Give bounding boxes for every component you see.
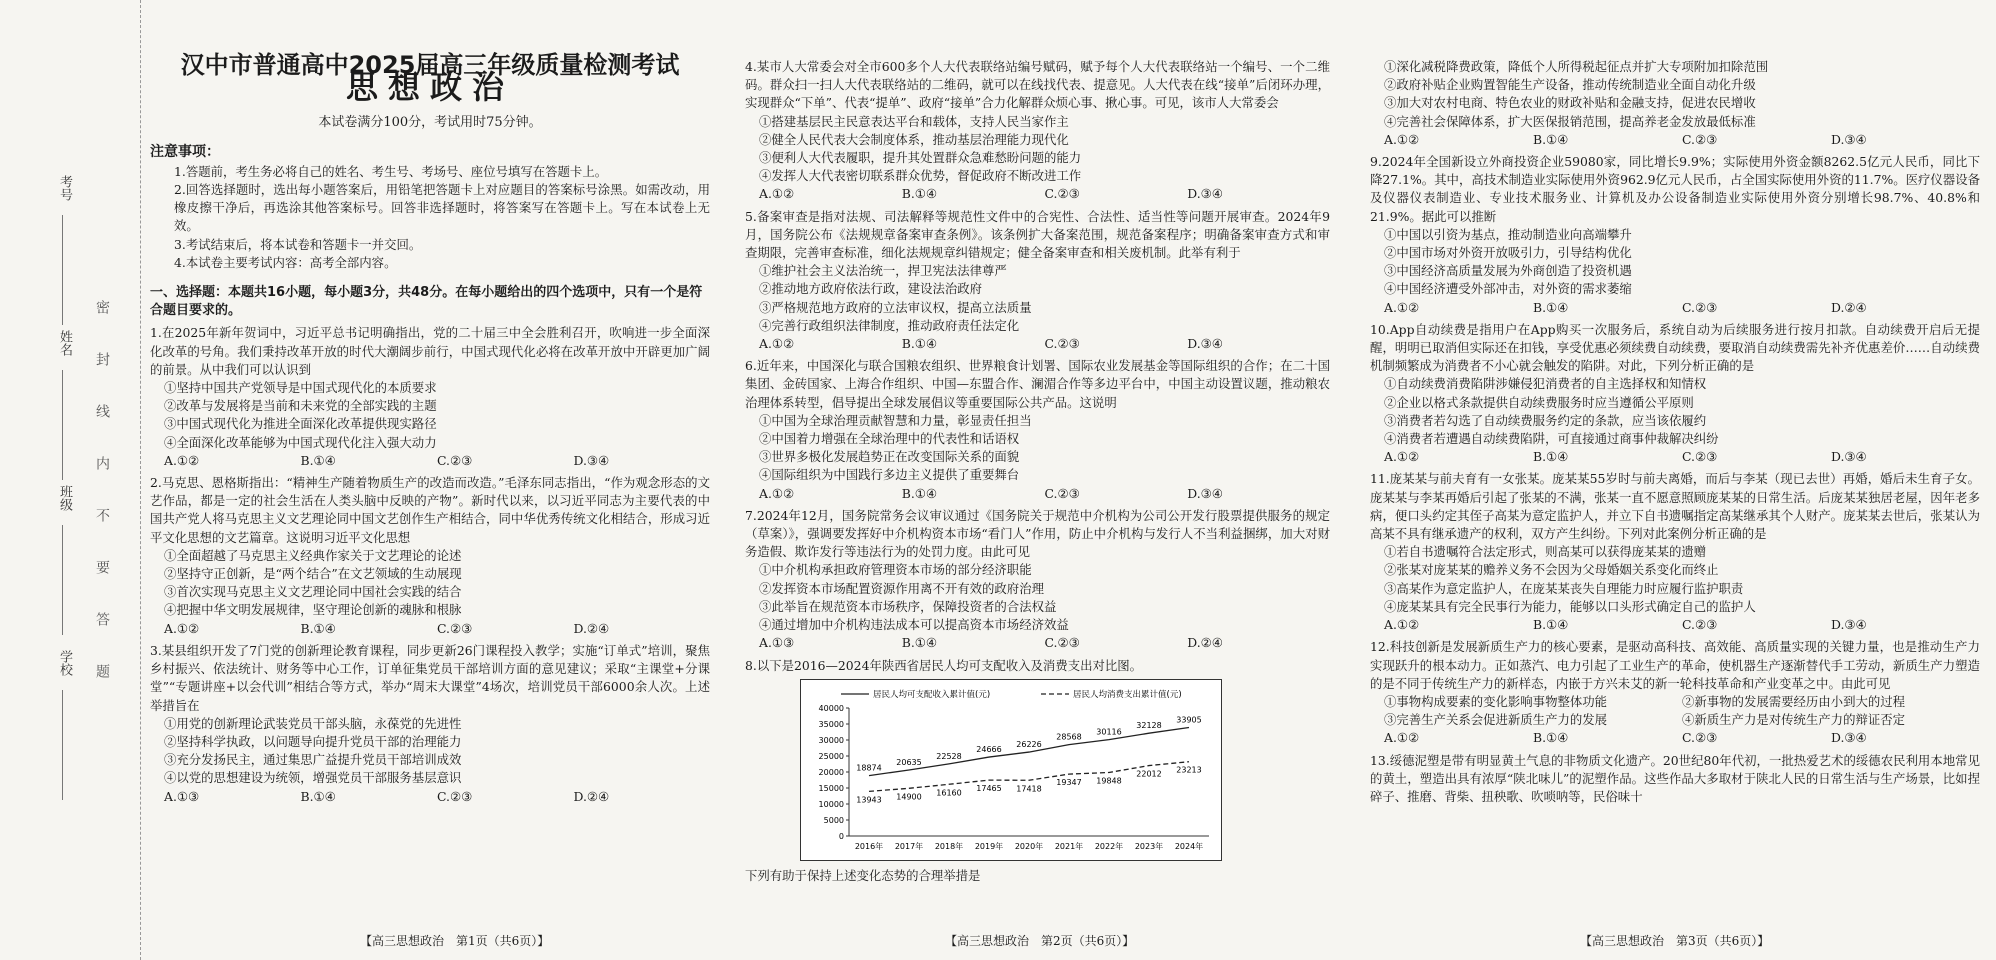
data-label: 19347 xyxy=(1056,777,1082,787)
statement: ④发挥人大代表密切联系群众优势，督促政府不断改进工作 xyxy=(759,168,1082,184)
exam-no-label: 考号 xyxy=(57,175,72,201)
y-tick-label: 35000 xyxy=(818,719,844,729)
choice-d: D.③④ xyxy=(1187,186,1223,202)
question-stem: 3.某县组织开发了7门党的创新理论教育课程，同步更新26门课程投入教学；实施“订单式”培训，聚焦乡村振兴、依法统计、财务等中心工作，订单征集党员干部培训方面的意见建议；采取“主课堂+分课堂”“专题讲座+以会代训”相结合等方式，举办“周末大课堂”4场次，培训党员干部6000余人次。上述举措旨在 xyxy=(150,642,710,713)
statement: ④国际组织为中国践行多边主义提供了重要舞台 xyxy=(759,467,1020,483)
question-1 xyxy=(150,324,710,470)
answer-choices xyxy=(1370,616,1980,634)
statement: ③加大对农村电商、特色农业的财政补贴和金融支持，促进农民增收 xyxy=(1384,95,1756,111)
legend-label: 居民人均消费支出累计值(元) xyxy=(1073,689,1182,700)
statement: ②企业以格式条款提供自动续费服务时应当遵循公平原则 xyxy=(1384,394,1694,410)
question-stem: 13.绥德泥塑是带有明显黄土气息的非物质文化遗产。20世纪80年代初，一批热爱艺术的绥德农民利用本地常见的黄土，塑造出具有浓厚“陕北味儿”的泥塑作品。这些作品大多取材于陕北人民的日常生活与生产场景，比如捏碎子、推磨、背柴、扭秧歌、吹唢呐等，民俗味十 xyxy=(1370,752,1980,804)
question-11 xyxy=(1370,470,1980,634)
statement-row xyxy=(1370,693,1980,711)
y-tick-label: 15000 xyxy=(818,783,844,793)
choice-b: B.①④ xyxy=(1533,299,1569,315)
choice-b: B.①④ xyxy=(901,336,938,352)
statement: ①中介机构承担政府管理资本市场的部分经济职能 xyxy=(759,562,1032,578)
exam-no-line xyxy=(62,215,63,325)
choice-b: B.①④ xyxy=(1533,449,1569,465)
choice-b: B.①④ xyxy=(1533,131,1569,147)
y-tick-label: 5000 xyxy=(823,815,844,825)
question-stem: 2.马克思、恩格斯指出：“精神生产随着物质生产的改造而改造。”毛泽东同志指出，“作为观念形态的文艺作品，都是一定的社会生活在人类头脑中反映的产物”。新时代以来，以习近平同志为主要代表的中国共产党人将马克思主义文艺理论同中国文艺创作生产相结合，同中华优秀传统文化相结合，形成习近平文化思想的文艺篇章。这说明习近平文化思想 xyxy=(150,475,710,545)
statement: ①维护社会主义法治统一，捍卫宪法法律尊严 xyxy=(759,263,1007,279)
choice-c: C.②③ xyxy=(1682,617,1718,633)
y-tick-label: 0 xyxy=(838,831,844,841)
page-2-footer: 【高三思想政治 第2页（共6页）】 xyxy=(945,934,1135,948)
statement: ②张某对庞某某的赡养义务不会因为父母婚姻关系变化而终止 xyxy=(1384,562,1719,578)
statement: ②政府补贴企业购置智能生产设备，推动传统制造业全面自动化升级 xyxy=(1384,77,1756,93)
choice-b: B.①④ xyxy=(300,452,336,468)
statement: ①全面超越了马克思主义经典作家关于文艺理论的论述 xyxy=(164,547,462,563)
data-label: 33905 xyxy=(1176,715,1202,725)
answer-choices xyxy=(1370,131,1980,149)
data-label: 28568 xyxy=(1056,732,1082,742)
question-2 xyxy=(150,474,710,638)
data-label: 32128 xyxy=(1136,720,1162,730)
statement: ①深化减税降费政策，降低个人所得税起征点并扩大专项附加扣除范围 xyxy=(1384,59,1769,74)
statement: ④庞某某具有完全民事行为能力，能够以口头形式确定自己的监护人 xyxy=(1384,598,1756,614)
exam-title: 汉中市普通高中2025届高三年级质量检测考试 xyxy=(180,51,680,79)
y-tick-label: 25000 xyxy=(818,751,844,761)
choice-b: B.①④ xyxy=(901,485,938,501)
choice-b: B.①④ xyxy=(300,620,336,636)
section-heading: 一、选择题：本题共16小题，每小题3分，共48分。在每小题给出的四个选项中，只有一个是符合题目要求的。 xyxy=(150,285,703,319)
note-item: 1.答题前，考生务必将自己的姓名、考生号、考场号、座位号填写在答题卡上。 xyxy=(174,163,608,179)
answer-choices xyxy=(1370,729,1980,747)
question-after-chart: 下列有助于保持上述变化态势的合理举措是 xyxy=(745,867,981,883)
income-chart-svg xyxy=(801,680,1221,860)
question-stem: 4.某市人大常委会对全市600多个人大代表联络站编号赋码，赋予每个人大代表联络站一个编号、一个二维码。群众扫一扫人大代表联络站的二维码，就可以在线找代表、提意见。人大代表在线“接单”后闭环办理，实现群众“下单”、代表“提单”、政府“接单”合力化解群众烦心事、揪心事。可见，该市人大常委会 xyxy=(745,59,1330,111)
note-item: 3.考试结束后，将本试卷和答题卡一并交回。 xyxy=(174,236,422,252)
statement: ②推动地方政府依法行政，建设法治政府 xyxy=(759,281,983,297)
school-line xyxy=(62,690,63,800)
choice-b: B.①④ xyxy=(901,635,938,651)
x-tick-label: 2023年 xyxy=(1134,841,1164,851)
y-tick-label: 30000 xyxy=(818,735,844,745)
answer-choices xyxy=(745,634,1330,652)
choice-a: A.①② xyxy=(1384,730,1420,746)
x-tick-label: 2020年 xyxy=(1014,841,1044,851)
choice-b: B.①④ xyxy=(300,788,336,804)
statement: ③首次实现马克思主义文艺理论同中国社会实践的结合 xyxy=(164,584,462,600)
statement: ④通过增加中介机构违法成本可以提高资本市场经济效益 xyxy=(759,617,1069,633)
data-label: 18874 xyxy=(856,763,882,773)
statement-row xyxy=(1370,711,1980,729)
page-1-column xyxy=(150,50,710,810)
note-item: 4.本试卷主要考试内容：高考全部内容。 xyxy=(174,254,397,270)
page-3-column xyxy=(1370,58,1980,806)
class-line xyxy=(62,525,63,635)
question-8-options xyxy=(1370,58,1980,149)
choice-a: A.①② xyxy=(164,452,200,468)
data-label: 16160 xyxy=(936,787,962,797)
page-3-footer: 【高三思想政治 第3页（共6页）】 xyxy=(1580,934,1770,948)
question-13 xyxy=(1370,752,1980,807)
answer-choices xyxy=(150,620,710,638)
choice-a: A.①② xyxy=(1384,617,1420,633)
data-label: 23213 xyxy=(1176,765,1202,775)
choice-b: B.①④ xyxy=(1533,617,1569,633)
data-label: 13943 xyxy=(856,795,882,805)
statement: ③消费者若勾选了自动续费服务约定的条款，应当该依履约 xyxy=(1384,412,1707,428)
school-label: 学校 xyxy=(57,650,72,676)
score-info: 本试卷满分100分，考试用时75分钟。 xyxy=(318,115,542,131)
statement: ③中国经济高质量发展为外商创造了投资机遇 xyxy=(1384,263,1632,279)
choice-d: D.③④ xyxy=(1831,730,1867,746)
data-label: 20635 xyxy=(896,757,922,767)
legend-label: 居民人均可支配收入累计值(元) xyxy=(873,689,991,700)
choice-a: A.①② xyxy=(164,620,200,636)
answer-choices xyxy=(745,335,1330,353)
statement: ③便利人大代表履职，提升其处置群众急难愁盼问题的能力 xyxy=(759,150,1082,166)
statement: ②发挥资本市场配置资源作用离不开有效的政府治理 xyxy=(759,580,1044,596)
data-label: 22012 xyxy=(1136,769,1162,779)
statement: ①坚持中国共产党领导是中国式现代化的本质要求 xyxy=(164,380,437,396)
notes-heading: 注意事项： xyxy=(150,143,220,160)
answer-choices xyxy=(1370,299,1980,317)
statement: ①若自书遗嘱符合法定形式，则高某可以获得庞某某的遗赠 xyxy=(1384,544,1707,560)
choice-a: A.①② xyxy=(1384,449,1420,465)
data-label: 14900 xyxy=(896,792,922,802)
data-label: 19848 xyxy=(1096,776,1122,786)
seal-line-text: 密封线内不要答题 xyxy=(94,300,110,716)
y-tick-label: 40000 xyxy=(818,703,844,713)
choice-d: D.③④ xyxy=(573,452,610,468)
statement: ③充分发扬民主，通过集思广益提升党员干部培训成效 xyxy=(164,752,462,768)
series-line-1 xyxy=(869,727,1189,775)
statement: ③高某作为意定监护人，在庞某某丧失自理能力时应履行监护职责 xyxy=(1384,580,1744,596)
choice-c: C.②③ xyxy=(1682,449,1718,465)
x-tick-label: 2018年 xyxy=(934,841,964,851)
choice-a: A.①② xyxy=(759,485,795,501)
choice-d: D.②④ xyxy=(573,788,610,804)
statement: ④完善行政组织法律制度，推动政府责任法定化 xyxy=(759,317,1020,333)
question-9 xyxy=(1370,153,1980,317)
question-4 xyxy=(745,58,1330,204)
answer-choices xyxy=(150,788,710,806)
choice-b: B.①④ xyxy=(901,186,938,202)
statement: ①自动续费消费陷阱涉嫌侵犯消费者的自主选择权和知情权 xyxy=(1384,376,1707,392)
statement: ②坚持守正创新，是“两个结合”在文艺领域的生动展现 xyxy=(164,566,462,582)
choice-a: A.①③ xyxy=(759,635,795,651)
question-6 xyxy=(745,357,1330,503)
name-line xyxy=(62,370,63,480)
choice-c: C.②③ xyxy=(1044,635,1080,651)
statement: ③中国式现代化为推进全面深化改革提供现实路径 xyxy=(164,416,437,432)
statement: ②健全人民代表大会制度体系，推动基层治理能力现代化 xyxy=(759,131,1069,147)
class-label: 班级 xyxy=(57,485,72,511)
choice-d: D.②④ xyxy=(1187,635,1223,651)
statement: ③严格规范地方政府的立法审议权，提高立法质量 xyxy=(759,299,1032,315)
question-stem: 9.2024年全国新设立外商投资企业59080家，同比增长9.9%；实际使用外资金额8262.5亿元人民币，同比下降27.1%。其中，高技术制造业实际使用外资962.9亿元人民币，占全国实际使用外资的11.7%。医疗仪器设备及仪器仪表制造业、专业技术服务业、计算机及办公设备制造业实际使用外资分别增长98.7%、40.8%和21.9%。据此可以推断 xyxy=(1370,154,1980,224)
statement: ④完善社会保障体系，扩大医保报销范围，提高养老金发放最低标准 xyxy=(1384,113,1756,129)
data-label: 24666 xyxy=(976,744,1002,754)
subject-title: 思想政治 xyxy=(345,68,514,107)
question-stem: 7.2024年12月，国务院常务会议审议通过《国务院关于规范中介机构为公司公开发行股票提供服务的规定（草案）》，强调要发挥好中介机构资本市场“看门人”作用，防止中介机构与发行人不当利益捆绑，加大对财务造假、欺诈发行等违法行为的处罚力度。由此可见 xyxy=(745,507,1330,560)
statement: ②改革与发展将是当前和未来党的全部实践的主题 xyxy=(164,398,437,414)
choice-c: C.②③ xyxy=(1682,730,1718,746)
choice-d: D.②④ xyxy=(1831,299,1867,315)
page-1-footer: 【高三思想政治 第1页（共6页）】 xyxy=(360,934,550,948)
choice-a: A.①③ xyxy=(164,788,200,804)
question-stem: 8.以下是2016—2024年陕西省居民人均可支配收入及消费支出对比图。 xyxy=(745,657,1143,673)
statement: ②新事物的发展需要经历由小到大的过程 xyxy=(1682,693,1906,709)
name-label: 姓名 xyxy=(57,330,72,356)
data-label: 17465 xyxy=(976,783,1002,793)
choice-b: B.①④ xyxy=(1533,730,1569,746)
question-stem: 10.App自动续费是指用户在App购买一次服务后，系统自动为后续服务进行按月扣款。自动续费开启后无提醒，明明已取消但实际还在扣钱，享受优惠必须续费自动续费，要取消自动续费需先补齐优惠差价……自动续费机制频繁成为消费者不小心就会触发的陷阱。对此，下列分析正确的是 xyxy=(1370,321,1980,374)
statement: ④把握中华文明发展规律，坚守理论创新的魂脉和根脉 xyxy=(164,602,462,618)
choice-d: D.③④ xyxy=(1831,131,1867,147)
question-stem: 12.科技创新是发展新质生产力的核心要素，是驱动高科技、高效能、高质量实现的关键力量，也是推动生产力实现跃升的根本动力。正如蒸汽、电力引起了工业生产的革命，使机器生产逐渐替代手工劳动，新质生产力塑造的是不同于传统生产力的新样态，内嵌于方兴未艾的新一轮科技革命和产业变革之中。由此可见 xyxy=(1370,639,1980,691)
statement: ①搭建基层民主民意表达平台和载体，支持人民当家作主 xyxy=(759,113,1069,129)
choice-c: C.②③ xyxy=(437,620,473,636)
statement: ②中国市场对外资开放吸引力，引导结构优化 xyxy=(1384,245,1632,261)
x-tick-label: 2022年 xyxy=(1094,841,1124,851)
choice-c: C.②③ xyxy=(1044,336,1080,352)
answer-choices xyxy=(745,485,1330,503)
income-chart xyxy=(800,679,1222,861)
statement: ①用党的创新理论武装党员干部头脑，永葆党的先进性 xyxy=(164,715,462,731)
choice-c: C.②③ xyxy=(1682,299,1718,315)
question-stem: 5.备案审查是指对法规、司法解释等规范性文件中的合宪性、合法性、适当性等问题开展审查。2024年9月，国务院公布《法规规章备案审查条例》。该条例扩大备案范围，规范备案程序；明确备案审查方式和审查期限，完善审查标准，细化法规规章纠错规定；健全备案审查和相关废机制。此举有利于 xyxy=(745,208,1330,261)
choice-d: D.③④ xyxy=(1187,336,1223,352)
question-10 xyxy=(1370,321,1980,467)
statement: ②中国着力增强在全球治理中的代表性和话语权 xyxy=(759,431,1020,447)
statement: ④中国经济遭受外部冲击，对外资的需求萎缩 xyxy=(1384,281,1632,297)
question-7 xyxy=(745,507,1330,653)
statement: ④新质生产力是对传统生产力的辩证否定 xyxy=(1682,712,1906,728)
statement: ③完善生产关系会促进新质生产力的发展 xyxy=(1384,712,1608,728)
statement: ④消费者若遭遇自动续费陷阱，可直接通过商事仲裁解决纠纷 xyxy=(1384,431,1719,447)
question-stem: 6.近年来，中国深化与联合国粮农组织、世界粮食计划署、国际农业发展基金等国际组织的合作；在二十国集团、金砖国家、上海合作组织、中国—东盟合作、澜湄合作等多边平台中，中国主动设置议题，推动粮农治理体系转型，倡导提出全球发展倡议等重要国际公共产品。这说明 xyxy=(745,358,1330,410)
choice-c: C.②③ xyxy=(1044,485,1080,501)
y-tick-label: 10000 xyxy=(818,799,844,809)
statement: ②坚持科学执政，以问题导向提升党员干部的治理能力 xyxy=(164,733,462,749)
statement: ④以党的思想建设为统领，增强党员干部服务基层意识 xyxy=(164,770,462,786)
choice-a: A.①② xyxy=(759,186,795,202)
question-12 xyxy=(1370,638,1980,747)
note-item: 2.回答选择题时，选出每小题答案后，用铅笔把答题卡上对应题目的答案标号涂黑。如需改动，用橡皮擦干净后，再选涂其他答案标号。回答非选择题时，将答案写在答题卡上。写在本试卷上无效。 xyxy=(174,182,710,234)
choice-d: D.③④ xyxy=(1831,617,1867,633)
x-tick-label: 2016年 xyxy=(854,841,884,851)
answer-choices xyxy=(745,185,1330,203)
data-label: 26226 xyxy=(1016,739,1042,749)
choice-c: C.②③ xyxy=(437,788,473,804)
choice-c: C.②③ xyxy=(1682,131,1718,147)
choice-d: D.③④ xyxy=(1831,449,1867,465)
statement: ①事物构成要素的变化影响事物整体功能 xyxy=(1384,693,1608,709)
choice-a: A.①② xyxy=(759,336,795,352)
question-stem: 11.庞某某与前夫育有一女张某。庞某某55岁时与前夫离婚，而后与李某（现已去世）再婚，婚后未生育子女。庞某某与李某再婚后引起了张某的不满，张某一直不愿意照顾庞某某的日常生活。后庞某某独居老屋，因年老多病，便口头约定其侄子高某为意定监护人，并立下自书遗嘱指定高某继承其个人财产。庞某某去世后，张某认为高某不具有继承遗产的权利，双方产生纠纷。下列对此案例分析正确的是 xyxy=(1370,471,1980,542)
choice-d: D.③④ xyxy=(1187,485,1223,501)
question-stem: 1.在2025年新年贺词中，习近平总书记明确指出，党的二十届三中全会胜利召开，吹响进一步全面深化改革的号角。我们秉持改革开放的时代大潮阔步前行，中国式现代化必将在改革开放中开辟更加广阔的前景。从中我们可以认识到 xyxy=(150,325,710,377)
statement: ③世界多极化发展趋势正在改变国际关系的面貌 xyxy=(759,449,1020,465)
binding-strip xyxy=(0,0,141,960)
data-label: 30116 xyxy=(1096,727,1122,737)
choice-c: C.②③ xyxy=(437,452,473,468)
answer-choices xyxy=(150,452,710,470)
x-tick-label: 2024年 xyxy=(1174,841,1204,851)
choice-a: A.①② xyxy=(1384,131,1420,147)
x-tick-label: 2017年 xyxy=(894,841,924,851)
question-8 xyxy=(745,657,1330,885)
x-tick-label: 2021年 xyxy=(1054,841,1084,851)
answer-choices xyxy=(1370,448,1980,466)
page-2-column xyxy=(745,58,1330,885)
y-tick-label: 20000 xyxy=(818,767,844,777)
data-label: 22528 xyxy=(936,751,962,761)
statement: ①中国为全球治理贡献智慧和力量，彰显责任担当 xyxy=(759,412,1032,428)
data-label: 17418 xyxy=(1016,783,1042,793)
choice-c: C.②③ xyxy=(1044,186,1080,202)
statement: ④全面深化改革能够为中国式现代化注入强大动力 xyxy=(164,434,437,450)
choice-d: D.②④ xyxy=(573,620,610,636)
question-3 xyxy=(150,642,710,806)
statement: ③此举旨在规范资本市场秩序，保障投资者的合法权益 xyxy=(759,598,1057,614)
x-tick-label: 2019年 xyxy=(974,841,1004,851)
choice-a: A.①② xyxy=(1384,299,1420,315)
statement: ①中国以引资为基点，推动制造业向高端攀升 xyxy=(1384,226,1632,242)
question-5 xyxy=(745,208,1330,354)
